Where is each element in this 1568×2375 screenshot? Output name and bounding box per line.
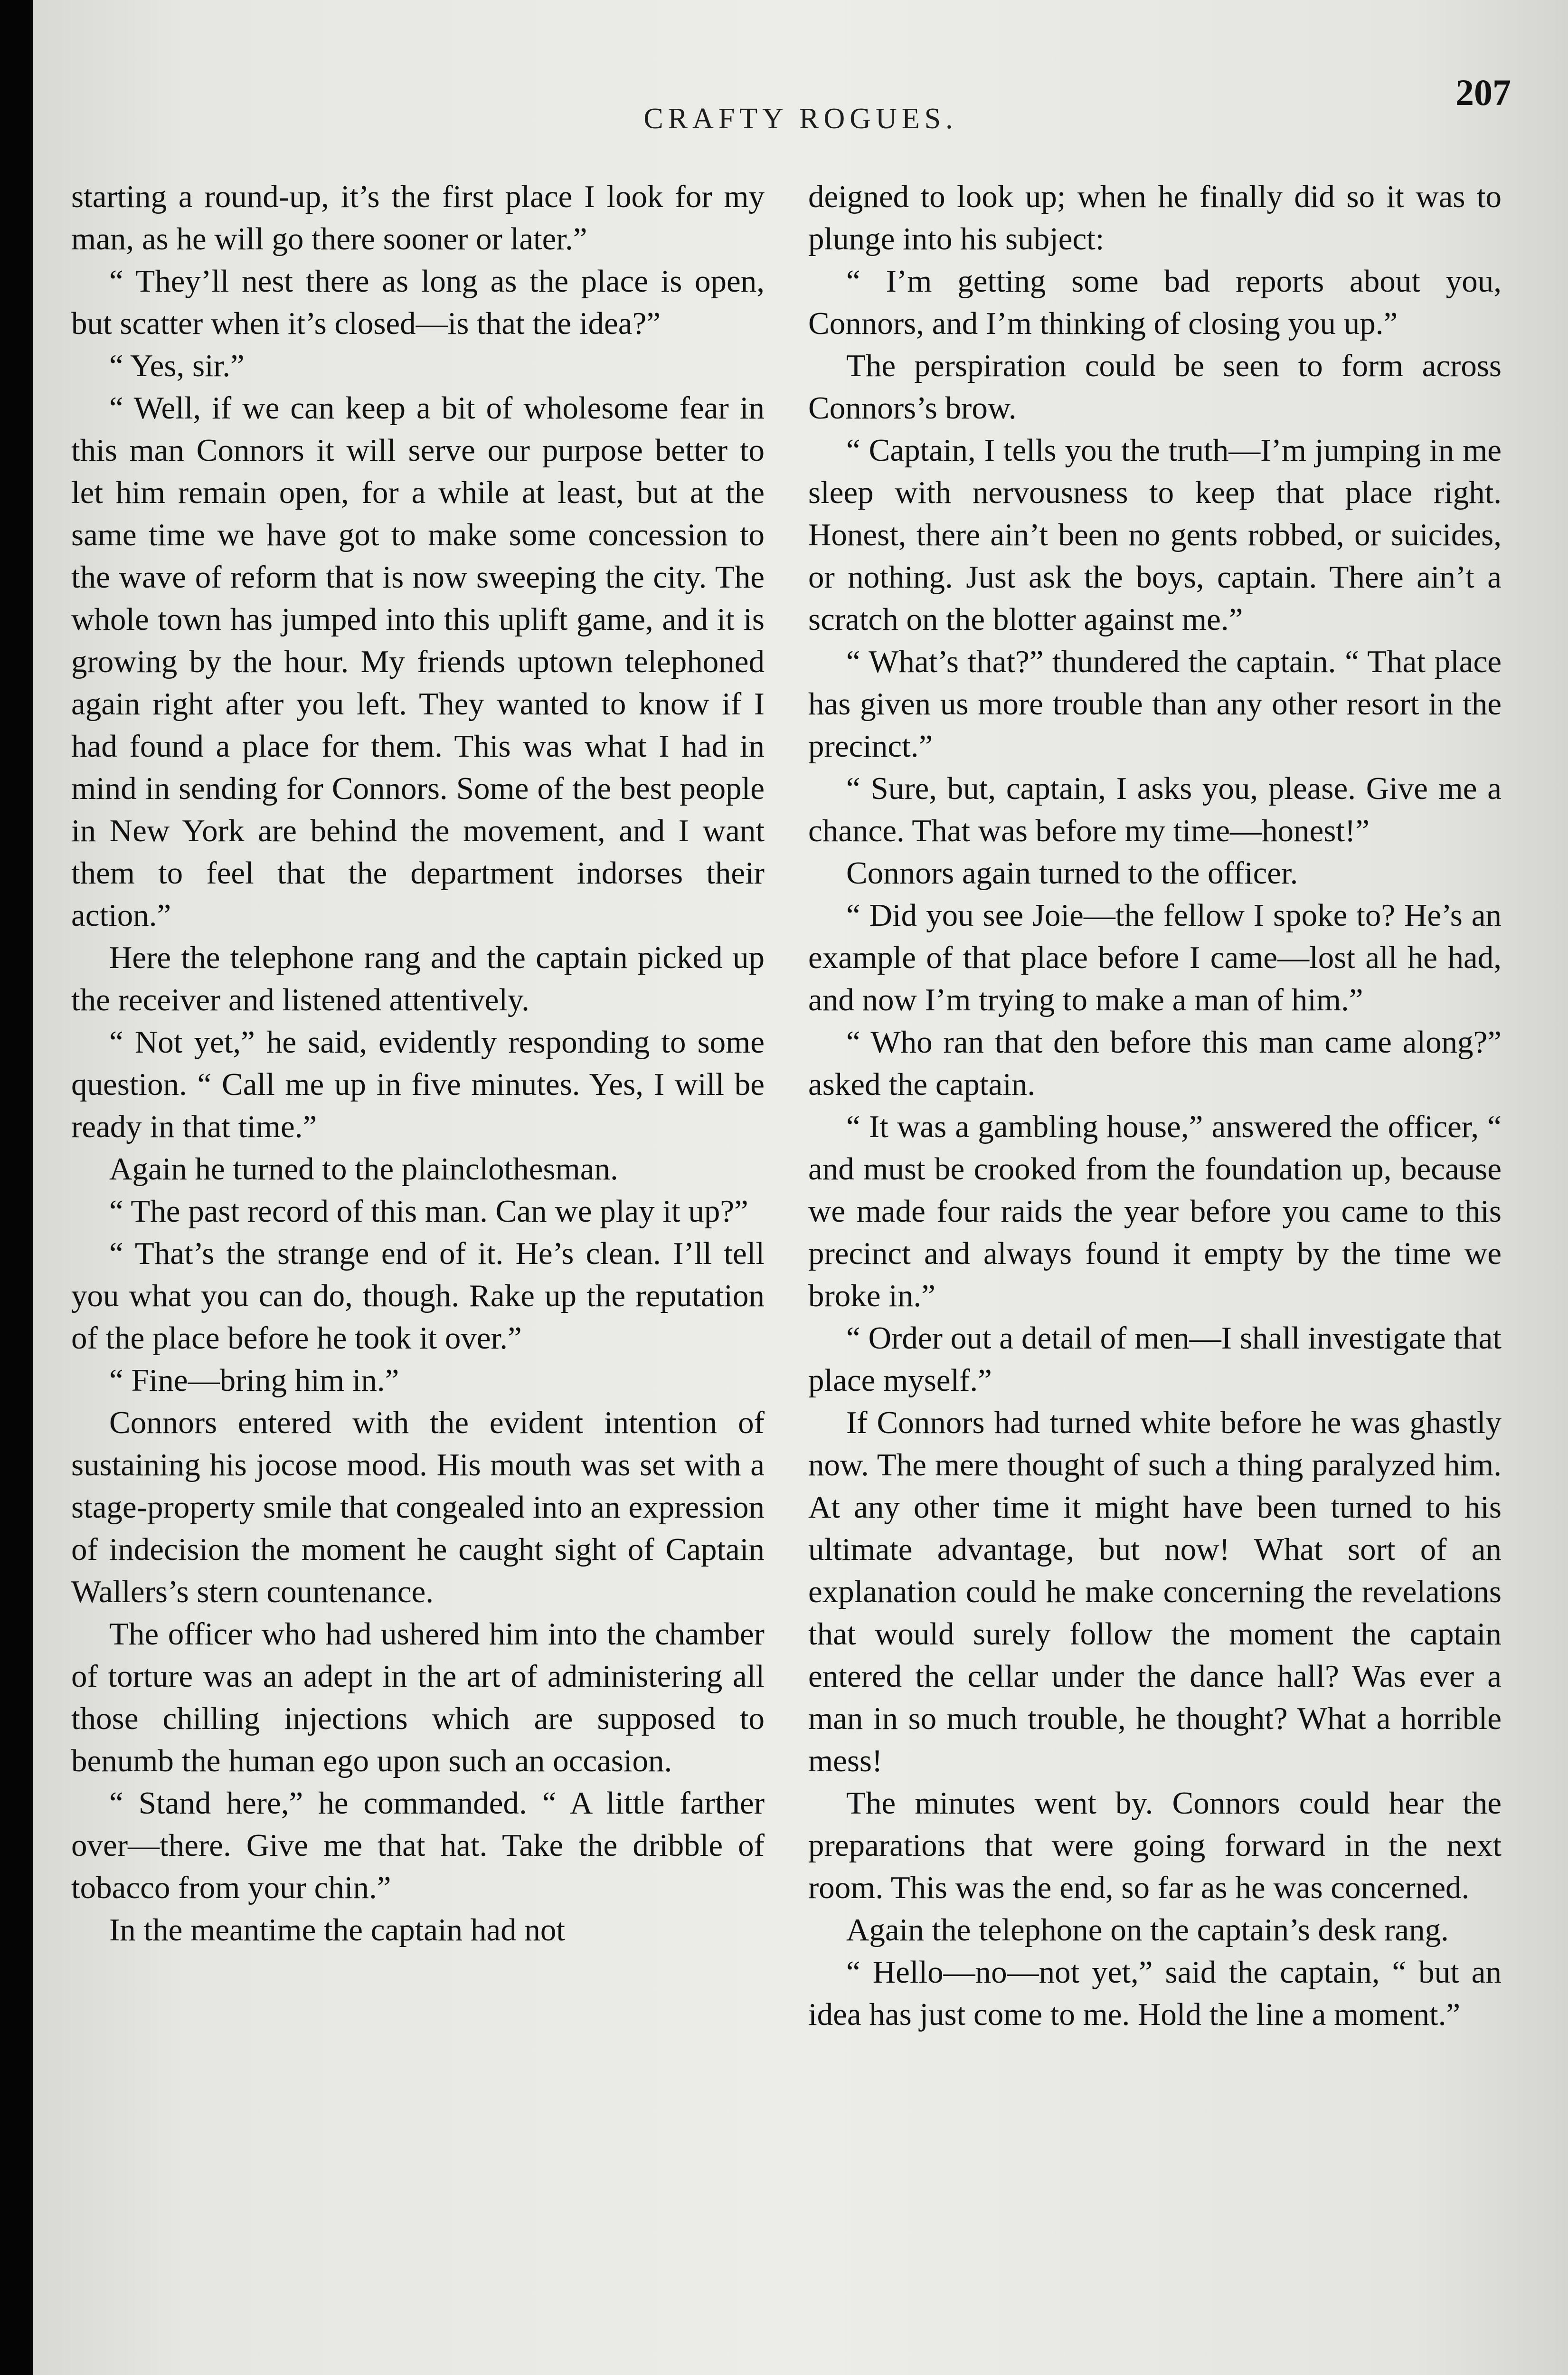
paragraph: “ Stand here,” he commanded. “ A little farther over—there. Give me that hat. Take the dribble of tobacco from your chin.” (71, 1786, 765, 1905)
paragraph: The minutes went by. Connors could hear the preparations that were going forward in the next room. This was the end, so far as he was concerned. (808, 1786, 1502, 1905)
paragraph: “ They’ll nest there as long as the place is open, but scatter when it’s closed—is that the idea?” (71, 264, 765, 341)
paragraph: “ Hello—no—not yet,” said the captain, “ but an idea has just come to me. Hold the line a moment.” (808, 1955, 1502, 2032)
paragraph: Again he turned to the plainclothesman. (109, 1151, 618, 1187)
paragraph: In the meantime the captain had not (109, 1912, 565, 1948)
paragraph: “ Not yet,” he said, evidently responding to some question. “ Call me up in five minutes. Yes, I will be ready in that time.” (71, 1025, 765, 1144)
paragraph: “ The past record of this man. Can we play it up?” (109, 1194, 748, 1229)
paragraph: starting a round-up, it’s the first place I look for my man, as he will go there sooner or later.” (71, 179, 765, 256)
paragraph: Connors again turned to the officer. (846, 855, 1298, 891)
paragraph: “ Did you see Joie—the fellow I spoke to? He’s an example of that place before I came—lost all he had, and now I’m trying to make a man of him.” (808, 898, 1502, 1017)
paragraph: “ Who ran that den before this man came along?” asked the captain. (808, 1025, 1502, 1102)
paragraph: “ I’m getting some bad reports about you, Connors, and I’m thinking of closing you up.” (808, 264, 1502, 341)
paragraph: The perspiration could be seen to form across Connors’s brow. (808, 348, 1502, 426)
paragraph: If Connors had turned white before he was ghastly now. The mere thought of such a thing paralyzed him. At any other time it might have been turned to his ultimate advantage, but now! What sort of an explanation could he make concerning the revelations that would surely follow the moment the captain entered the cellar under the dance hall? Was ever a man in so much trouble, he thought? What a horrible mess! (808, 1405, 1502, 1778)
paragraph: Connors entered with the evident intention of sustaining his jocose mood. His mouth was set with a stage-property smile that congealed into an expression of indecision the moment he caught sight of Captain Wallers’s stern countenance. (71, 1405, 765, 1609)
left-column (71, 176, 765, 1951)
running-title: CRAFTY ROGUES. (643, 103, 958, 135)
book-page (33, 0, 1568, 2375)
paragraph: Again the telephone on the captain’s desk rang. (846, 1912, 1449, 1948)
paragraph: “ Sure, but, captain, I asks you, please. Give me a chance. That was before my time—honest!” (808, 771, 1502, 848)
paragraph: The officer who had ushered him into the chamber of torture was an adept in the art of administering all those chilling injections which are supposed to benumb the human ego upon such an occasion. (71, 1616, 765, 1778)
paragraph: Here the telephone rang and the captain picked up the receiver and listened attentively. (71, 940, 765, 1017)
right-column (808, 176, 1502, 2036)
paragraph: “ It was a gambling house,” answered the officer, “ and must be crooked from the foundation up, because we made four raids the year before you came to this precinct and always found it empty by the time we broke in.” (808, 1109, 1502, 1313)
page-number: 207 (1455, 72, 1511, 113)
paragraph: “ Fine—bring him in.” (109, 1363, 399, 1398)
paragraph: “ What’s that?” thundered the captain. “ That place has given us more trouble than any other resort in the precinct.” (808, 644, 1502, 764)
paragraph: deigned to look up; when he finally did so it was to plunge into his subject: (808, 179, 1502, 256)
paragraph: “ Yes, sir.” (109, 348, 245, 383)
paragraph: “ Well, if we can keep a bit of wholesome fear in this man Connors it will serve our purpose better to let him remain open, for a while at least, but at the same time we have got to make some concession to the wave of reform that is now sweeping the city. The whole town has jumped into this uplift game, and it is growing by the hour. My friends uptown telephoned again right after you left. They wanted to know if I had found a place for them. This was what I had in mind in sending for Connors. Some of the best people in New York are behind the movement, and I want them to feel that the department indorses their action.” (71, 390, 765, 933)
paragraph: “ Order out a detail of men—I shall investigate that place myself.” (808, 1320, 1502, 1398)
paragraph: “ Captain, I tells you the truth—I’m jumping in me sleep with nervousness to keep that place right. Honest, there ain’t been no gents robbed, or suicides, or nothing. Just ask the boys, captain. There ain’t a scratch on the blotter against me.” (808, 433, 1502, 637)
paragraph: “ That’s the strange end of it. He’s clean. I’ll tell you what you can do, though. Rake up the reputation of the place before he took it over.” (71, 1236, 765, 1356)
